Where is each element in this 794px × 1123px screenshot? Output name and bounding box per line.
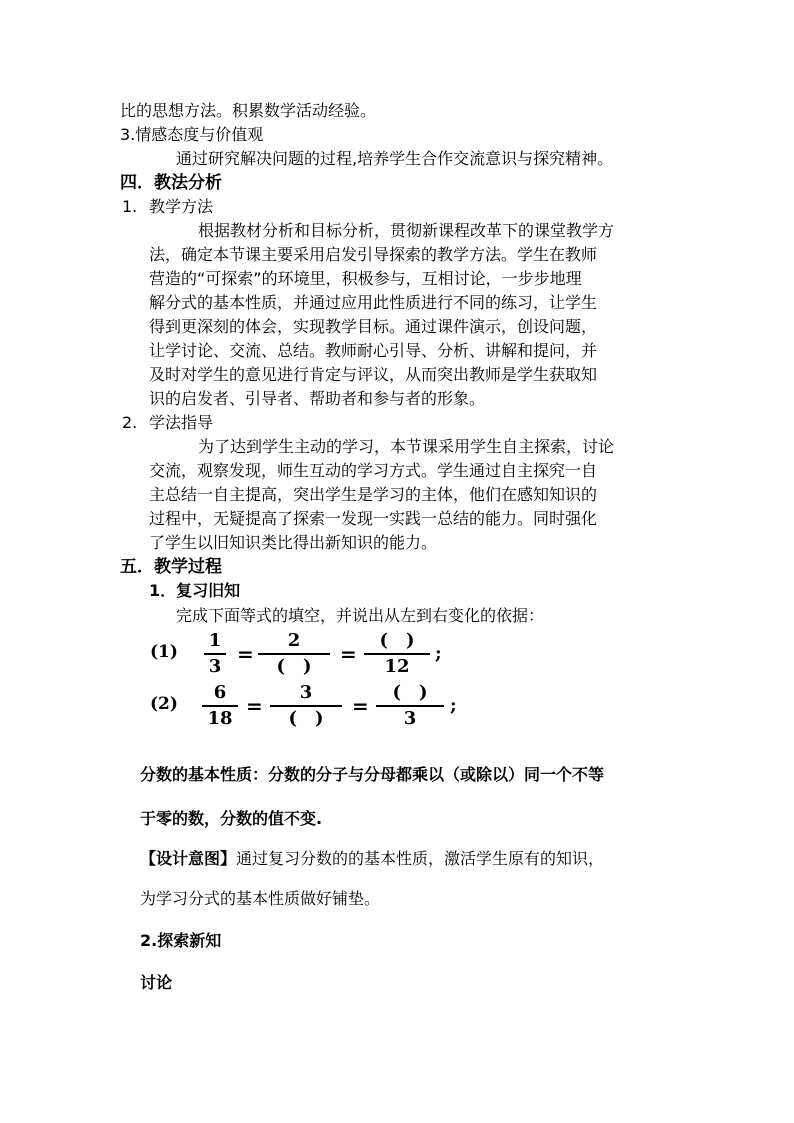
denominator: 18 — [207, 708, 233, 729]
equals-sign: = — [352, 694, 369, 718]
paragraph-line: 根据教材分析和目标分析，贯彻新课程改革下的课堂教学方 — [198, 221, 615, 240]
fraction-bar — [376, 705, 444, 707]
paragraph-line: 营造的“可探索”的环境里，积极参与，互相讨论，一步步地理 — [149, 269, 582, 288]
fraction-bar — [270, 705, 342, 707]
denominator: ( ) — [288, 708, 324, 729]
equation-label: (1) — [150, 642, 178, 662]
equals-sign: = — [246, 694, 263, 718]
section-heading-teaching-analysis: 四．教法分析 — [120, 173, 222, 193]
fraction-bar — [202, 705, 238, 707]
equation-1 — [150, 630, 470, 680]
fraction — [204, 630, 226, 678]
instruction-text: 完成下面等式的填空，并说出从左到右变化的依据： — [176, 606, 545, 625]
denominator: ( ) — [276, 656, 312, 677]
list-number: 2. — [122, 413, 138, 432]
text-line: 通过研究解决问题的过程,培养学生合作交流意识与探究精神。 — [176, 149, 614, 168]
design-intent-tag: 【设计意图】 — [140, 849, 237, 868]
fraction-bar — [204, 653, 226, 655]
list-label-study-method: 学法指导 — [149, 413, 214, 432]
text-line: 比的思想方法。积累数学活动经验。 — [120, 101, 377, 120]
numerator: 2 — [287, 630, 301, 651]
paragraph-line: 为了达到学生主动的学习，本节课采用学生自主探索，讨论 — [198, 437, 615, 456]
paragraph-line: 得到更深刻的体会，实现教学目标。通过课件演示，创设问题， — [149, 317, 598, 336]
denominator: 3 — [208, 656, 222, 677]
paragraph-line: 过程中，无疑提高了探索一发现一实践一总结的能力。同时强化 — [149, 509, 598, 528]
section-heading-teaching-process: 五．教学过程 — [120, 557, 222, 577]
numerator: 1 — [208, 630, 222, 651]
equation-label: (2) — [150, 694, 178, 714]
paragraph-line: 法，确定本节课主要采用启发引导探索的教学方法。学生在教师 — [149, 245, 598, 264]
list-label-teaching-method: 教学方法 — [149, 197, 214, 216]
fraction — [364, 630, 430, 678]
denominator: 3 — [403, 708, 417, 729]
design-intent-text: 为学习分式的基本性质做好铺垫。 — [140, 889, 381, 908]
design-intent-text: 通过复习分数的的基本性质，激活学生原有的知识， — [236, 849, 605, 868]
equation-2 — [150, 682, 470, 732]
paragraph-line: 主总结一自主提高，突出学生是学习的主体，他们在感知知识的 — [149, 485, 598, 504]
fraction-bar — [258, 653, 330, 655]
paragraph-line: 识的启发者、引导者、帮助者和参与者的形象。 — [149, 389, 486, 408]
paragraph-line: 了学生以旧知识类比得出新知识的能力。 — [149, 533, 438, 552]
subheading-explore: 2.探索新知 — [140, 931, 222, 950]
paragraph-line: 解分式的基本性质，并通过应用此性质进行不同的练习，让学生 — [149, 293, 598, 312]
fraction — [202, 682, 238, 730]
fraction — [376, 682, 444, 730]
fraction-bar — [364, 653, 430, 655]
numerator: 3 — [299, 682, 313, 703]
subheading-attitude: 3.情感态度与价值观 — [120, 125, 264, 144]
paragraph-line: 让学讨论、交流、总结。教师耐心引导、分析、讲解和提问，并 — [149, 341, 598, 360]
paragraph-line: 及时对学生的意见进行肯定与评议，从而突出教师是学生获取知 — [149, 365, 598, 384]
fraction — [258, 630, 330, 678]
design-intent — [140, 848, 604, 870]
property-statement: 于零的数，分数的值不变. — [140, 809, 323, 828]
paragraph-line: 交流，观察发现，师生互动的学习方式。学生通过自主探究一自 — [149, 461, 598, 480]
subheading-discuss: 讨论 — [140, 973, 173, 992]
semicolon: ; — [450, 695, 457, 716]
equals-sign: = — [340, 642, 357, 666]
equals-sign: = — [237, 642, 254, 666]
fraction — [270, 682, 342, 730]
numerator: 6 — [213, 682, 227, 703]
numerator: ( ) — [392, 682, 428, 703]
list-number: 1. — [122, 197, 138, 216]
property-statement: 分数的基本性质：分数的分子与分母都乘以（或除以）同一个不等 — [140, 765, 605, 784]
subheading-review: 1．复习旧知 — [149, 581, 241, 600]
semicolon: ; — [435, 643, 442, 664]
denominator: 12 — [384, 656, 410, 677]
numerator: ( ) — [379, 630, 415, 651]
